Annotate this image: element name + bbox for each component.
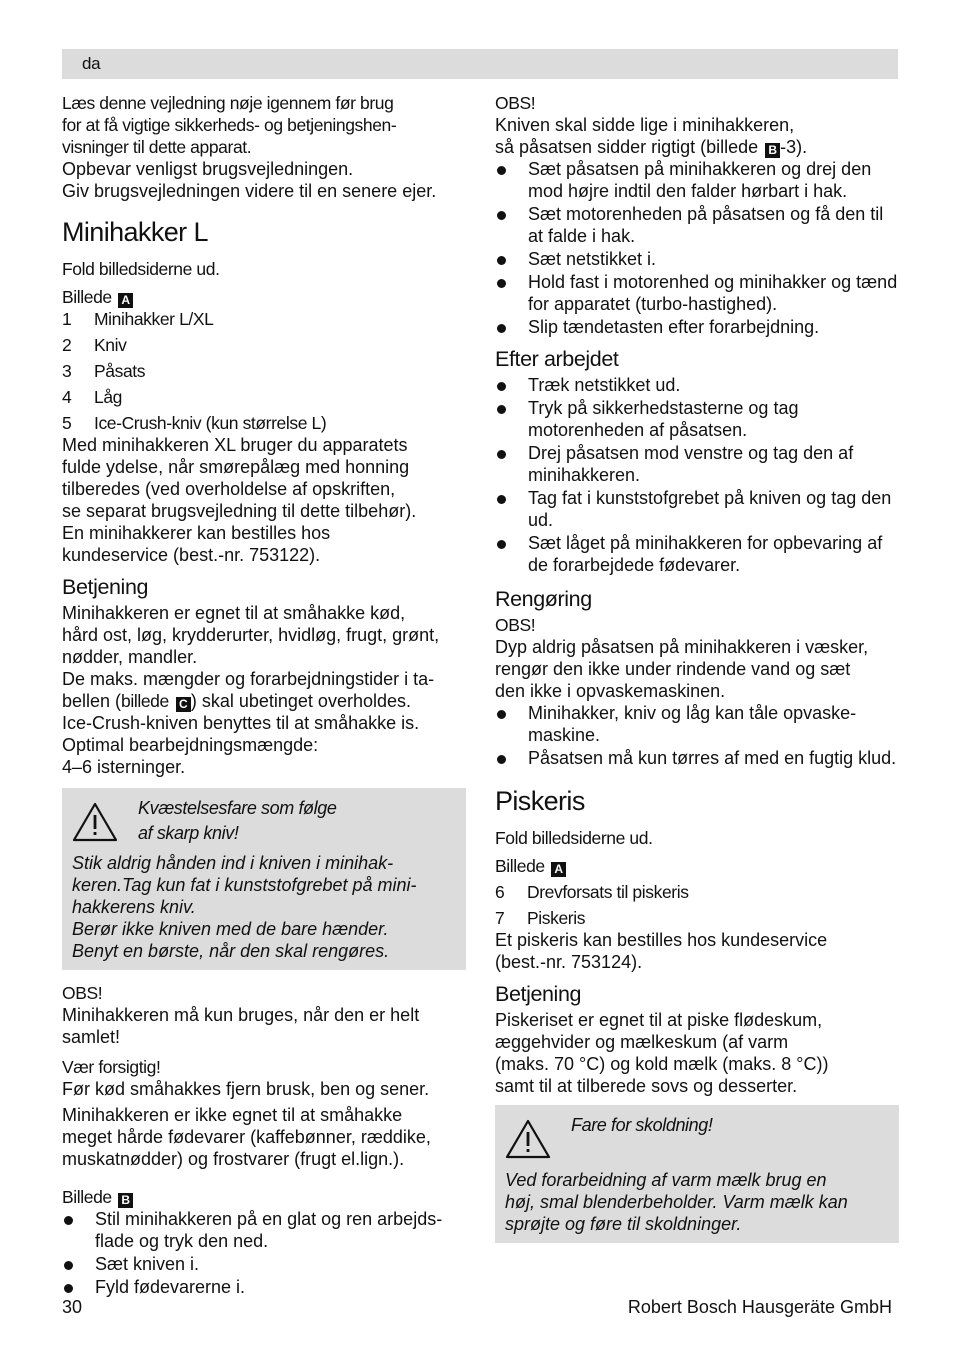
- warning-triangle-icon: [505, 1119, 551, 1159]
- section-title-efter-arbejdet: Efter arbejdet: [495, 347, 619, 371]
- list-item: Sæt motorenheden på påsatsen og få den til at falde i hak.: [495, 203, 899, 247]
- not-suited-1: Minihakkeren er ikke egnet til at småhakke: [62, 1105, 403, 1125]
- part-item: 4 Låg: [62, 387, 122, 407]
- figure-letter-b-icon: B: [765, 143, 780, 158]
- list-item: Sæt låget på minihakkeren for opbevaring af de forarbejdede fødevarer.: [495, 532, 899, 576]
- bet-text-6: Ice-Crush-kniven benyttes til at småhakke is.: [62, 713, 420, 733]
- section-title-betjening: Betjening: [62, 575, 149, 599]
- section-title-piskeris: Piskeris: [495, 786, 585, 816]
- intro-line-2: Giv brugsvejledningen videre til en senere ejer.: [62, 181, 437, 201]
- part-item: 3 Påsats: [62, 361, 146, 381]
- list-item: Tryk på sikkerhedstasterne og tag motorenheden af påsatsen.: [495, 397, 899, 441]
- list-item: Slip tændetasten efter forarbejdning.: [495, 316, 899, 338]
- xl-text-3: tilberedes (ved overholdelse af opskriften,: [62, 479, 396, 499]
- pisk-text-2: (best.-nr. 753124).: [495, 952, 643, 972]
- xl-text-2: fulde ydelse, når smørepålæg med honning: [62, 457, 410, 477]
- bet-text-1: Minihakkeren er egnet til at småhakke kød,: [62, 603, 406, 623]
- language-code: da: [82, 54, 101, 73]
- not-suited-2: meget hårde fødevarer (kaffebønner, ræddike,: [62, 1127, 431, 1147]
- bet-text-3: nødder, mandler.: [62, 647, 198, 667]
- xl-text-5: En minihakkerer kan bestilles hos: [62, 523, 331, 543]
- list-item: Fyld fødevarerne i.: [62, 1276, 466, 1298]
- use-steps: [495, 158, 899, 338]
- figure-letter-a-icon: A: [551, 862, 566, 877]
- reng-text-1: Dyp aldrig påsatsen på minihakkeren i væsker,: [495, 637, 869, 657]
- obs-line-2: så påsatsen sidder rigtigt (billede B -3).: [495, 137, 808, 157]
- warning-box-knife: [62, 788, 466, 970]
- obs-line-1: Kniven skal sidde lige i minihakkeren,: [495, 115, 795, 135]
- list-item: Sæt netstikket i.: [495, 248, 899, 270]
- part-item: 2 Kniv: [62, 335, 127, 355]
- right-column: [495, 92, 899, 1243]
- figure-letter-a-icon: A: [118, 293, 133, 308]
- figure-ref-a: Billede A: [62, 286, 466, 308]
- list-item: Stil minihakkeren på en glat og ren arbejds- flade og tryk den ned.: [62, 1208, 466, 1252]
- bet-text-4: samt til at tilberede sovs og desserter.: [495, 1076, 798, 1096]
- xl-text-1: Med minihakkeren XL bruger du apparatets: [62, 435, 408, 455]
- page-number: 30: [62, 1297, 83, 1317]
- bet-text-4: De maks. mængder og forarbejdningstider i ta-: [62, 669, 435, 689]
- obs-heading: OBS!: [495, 93, 536, 113]
- cleaning-steps: [495, 702, 899, 769]
- section-title-minihakker: Minihakker L: [62, 217, 208, 247]
- part-item: 6 Drevforsats til piskeris: [495, 882, 689, 902]
- list-item: Minihakker, kniv og låg kan tåle opvaske- maskine.: [495, 702, 899, 746]
- caution-heading: Vær forsigtig!: [62, 1057, 161, 1077]
- list-item: Sæt kniven i.: [62, 1253, 466, 1275]
- caution-text: Før kød småhakkes fjern brusk, ben og sener.: [62, 1079, 430, 1099]
- obs-heading-2: OBS!: [495, 615, 536, 635]
- fold-instruction: Fold billedsiderne ud.: [62, 259, 220, 279]
- bet-text-5: bellen (billede C ) skal ubetinget overholdes.: [62, 691, 411, 711]
- obs-text-1: Minihakkeren må kun bruges, når den er helt: [62, 1005, 420, 1025]
- assembly-steps: [62, 1208, 466, 1298]
- not-suited-3: muskatnødder) og frostvarer (frugt el.lign.).: [62, 1149, 405, 1169]
- list-item: Tag fat i kunststofgrebet på kniven og tag den ud.: [495, 487, 899, 531]
- intro-line-1: Opbevar venligst brugsvejledningen.: [62, 159, 354, 179]
- warning-body: Ved forarbeidning af varm mælk brug en høj, smal blenderbeholder. Varm mælk kan sprøjte og føre til skoldninger.: [505, 1170, 848, 1234]
- part-item: 7 Piskeris: [495, 908, 586, 928]
- after-steps: [495, 374, 899, 576]
- intro-bold-2: for at få vigtige sikkerheds- og betjeningshen-: [62, 115, 397, 135]
- bet-text-1: Piskeriset er egnet til at piske flødeskum,: [495, 1010, 823, 1030]
- pisk-text-1: Et piskeris kan bestilles hos kundeservice: [495, 930, 828, 950]
- company-name: Robert Bosch Hausgeräte GmbH: [627, 1297, 892, 1317]
- bet-text-2: hård ost, løg, krydderurter, hvidløg, frugt, grønt,: [62, 625, 440, 645]
- list-item: Træk netstikket ud.: [495, 374, 899, 396]
- list-item: Påsatsen må kun tørres af med en fugtig klud.: [495, 747, 899, 769]
- intro-bold-1: Læs denne vejledning nøje igennem før brug: [62, 93, 394, 113]
- warning-body: Stik aldrig hånden ind i kniven i minihak- keren.Tag kun fat i kunststofgrebet på mini- hakkerens kniv. Berør ikke kniven med de bare hænder. Benyt en børste, når den skal rengøres.: [72, 853, 417, 961]
- obs-heading: OBS!: [62, 983, 103, 1003]
- fold-instruction: Fold billedsiderne ud.: [495, 828, 653, 848]
- language-bar: [62, 49, 898, 79]
- section-title-rengoring: Rengøring: [495, 587, 592, 611]
- reng-text-2: rengør den ikke under rindende vand og sæt: [495, 659, 851, 679]
- part-item: 1 Minihakker L/XL: [62, 309, 214, 329]
- list-item: Sæt påsatsen på minihakkeren og drej den mod højre indtil den falder hørbart i hak.: [495, 158, 899, 202]
- bet-text-2: æggehvider og mælkeskum (af varm: [495, 1032, 789, 1052]
- xl-text-4: se separat brugsvejledning til dette tilbehør).: [62, 501, 417, 521]
- list-item: Hold fast i motorenhed og minihakker og tænd for apparatet (turbo-hastighed).: [495, 271, 899, 315]
- intro-bold-3: visninger til dette apparat.: [62, 137, 252, 157]
- obs-text-2: samlet!: [62, 1027, 121, 1047]
- warning-box-scald: [495, 1105, 899, 1243]
- figure-ref-a: Billede A: [495, 855, 899, 877]
- bet-text-7: Optimal bearbejdningsmængde:: [62, 735, 319, 755]
- figure-letter-c-icon: C: [176, 697, 191, 712]
- reng-text-3: den ikke i opvaskemaskinen.: [495, 681, 726, 701]
- warning-title: Kvæstelsesfare som følge af skarp kniv!: [138, 798, 337, 843]
- warning-triangle-icon: [72, 802, 118, 842]
- left-column: [62, 92, 466, 1299]
- bet-text-3: (maks. 70 °C) og kold mælk (maks. 8 °C)): [495, 1054, 829, 1074]
- figure-ref-b: Billede B: [62, 1186, 466, 1208]
- bet-text-8: 4–6 isterninger.: [62, 757, 186, 777]
- warning-title: Fare for skoldning!: [571, 1115, 713, 1135]
- figure-letter-b-icon: B: [118, 1193, 133, 1208]
- list-item: Drej påsatsen mod venstre og tag den af minihakkeren.: [495, 442, 899, 486]
- part-item: 5 Ice-Crush-kniv (kun størrelse L): [62, 413, 327, 433]
- section-title-betjening: Betjening: [495, 982, 582, 1006]
- xl-text-6: kundeservice (best.-nr. 753122).: [62, 545, 321, 565]
